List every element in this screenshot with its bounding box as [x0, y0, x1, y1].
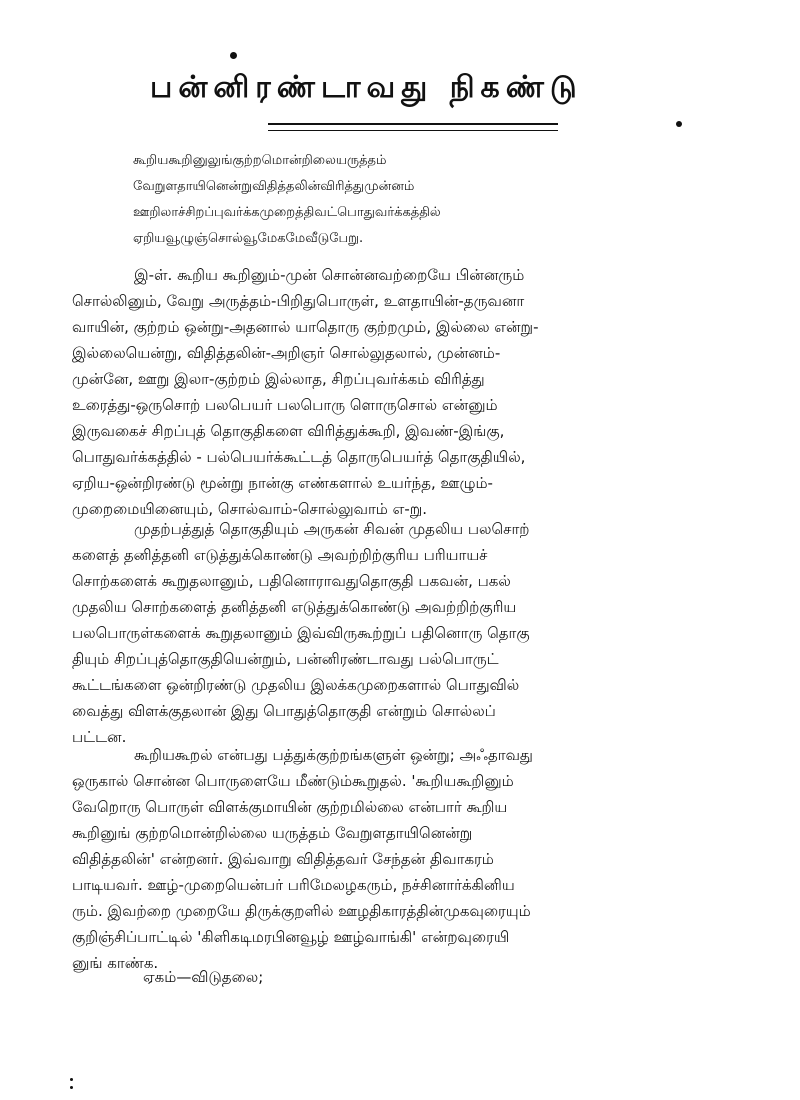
closing-gloss: ஏகம்—விடுதலை;	[143, 968, 264, 986]
explanation-paragraph	[72, 516, 737, 750]
text-line: சொற்களைக் கூறுதலானும், பதினொராவதுதொகுதி பகவன், பகல்	[72, 572, 511, 590]
verse-line: ஏறியவூழுஞ்சொல்வூமேகமேவீடுபேறு.	[133, 231, 364, 246]
text-line: கூட்டங்களை ஒன்றிரண்டு முதலிய இலக்கமுறைகளால் பொதுவில்	[72, 676, 520, 694]
verse-line: கூறியகூறினுலுங்குற்றமொன்றிலையருத்தம்	[133, 153, 387, 168]
ink-speck	[676, 121, 682, 127]
verse-block	[133, 148, 693, 252]
verse-line: ஊறிலாச்சிறப்புவர்க்கமுறைத்திவட்பொதுவர்க்கத்தில்	[133, 205, 441, 220]
text-line: முதலிய சொற்களைத் தனித்தனி எடுத்துக்கொண்டு அவற்றிற்குரிய	[72, 598, 517, 616]
text-line: தியும் சிறப்புத்தொகுதியென்றும், பன்னிரண்டாவது பல்பொருட்	[72, 650, 499, 668]
text-line: கூறினுங் குற்றமொன்றில்லை யருத்தம் வேறுளதாயினென்று	[72, 824, 473, 842]
text-line: குறிஞ்சிப்பாட்டில் 'கிளிகடிமரபினவூழ் ஊழ்வாங்கி' என்றவுரையி	[72, 928, 510, 946]
text-line: வைத்து விளக்குதலான் இது பொதுத்தொகுதி என்றும் சொல்லப்	[72, 702, 496, 720]
ink-speck	[70, 1078, 73, 1081]
text-line: வாயின், குற்றம் ஒன்று-அதனால் யாதொரு குற்றமும், இல்லை என்று-	[72, 318, 539, 336]
text-line: முன்னே, ஊறு இலா-குற்றம் இல்லாத, சிறப்புவர்க்கம் விரித்து	[72, 370, 485, 388]
title-divider-thin	[268, 130, 558, 131]
text-line: உரைத்து-ஒருசொற் பலபெயர் பலபொரு ளொருசொல் என்னும்	[72, 396, 498, 414]
text-line: முறைமையினையும், சொல்வாம்-சொல்லுவாம் எ-று.	[72, 500, 428, 518]
ink-speck	[230, 52, 237, 59]
text-line: களைத் தனித்தனி எடுத்துக்கொண்டு அவற்றிற்குரிய பரியாயச்	[72, 546, 488, 564]
text-line: வேறொரு பொருள் விளக்குமாயின் குற்றமில்லை என்பார் கூறிய	[72, 798, 508, 816]
text-line: பலபொருள்களைக் கூறுதலானும் இவ்விருகூற்றுப் பதினொரு தொகு	[72, 624, 530, 642]
page-title: பன்னிரண்டாவது நிகண்டு	[150, 70, 583, 105]
text-line: ஏறிய-ஒன்றிரண்டு மூன்று நான்கு எண்களால் உயர்ந்த, ஊழும்-	[72, 474, 493, 492]
text-line: னுங் காண்க.	[72, 954, 159, 972]
verse-line: வேறுளதாயினென்றுவிதித்தலின்விரித்துமுன்னம்	[133, 179, 415, 194]
text-line: இ-ள். கூறிய கூறினும்-முன் சொன்னவற்றையே பின்னரும்	[134, 266, 525, 284]
ink-speck	[70, 1086, 73, 1089]
text-line: பொதுவர்க்கத்தில் - பல்பெயர்க்கூட்டத் தொருபெயர்த் தொகுதியில்,	[72, 448, 526, 466]
note-paragraph	[72, 742, 737, 976]
text-line: விதித்தலின்' என்றனர். இவ்வாறு விதித்தவர் சேந்தன் திவாகரம்	[72, 850, 494, 868]
commentary-paragraph	[72, 262, 737, 522]
text-line: இருவகைச் சிறப்புத் தொகுதிகளை விரித்துக்கூறி, இவண்-இங்கு,	[72, 422, 505, 440]
text-line: ரும். இவற்றை முறையே திருக்குறளில் ஊழதிகாரத்தின்முகவுரையும்	[72, 902, 531, 920]
text-line: கூறியகூறல் என்பது பத்துக்குற்றங்களுள் ஒன்று; அஃதாவது	[134, 746, 533, 764]
text-line: இல்லையென்று, விதித்தலின்-அறிஞர் சொல்லுதலால், முன்னம்-	[72, 344, 501, 362]
text-line: ஒருகால் சொன்ன பொருளையே மீண்டும்கூறுதல். 'கூறியகூறினும்	[72, 772, 514, 790]
text-line: பாடியவர். ஊழ்-முறையென்பர் பரிமேலழகரும், நச்சினார்க்கினிய	[72, 876, 515, 894]
text-line: சொல்லினும், வேறு அருத்தம்-பிறிதுபொருள், உளதாயின்-தருவனா	[72, 292, 525, 310]
title-divider	[268, 123, 558, 125]
text-line: முதற்பத்துத் தொகுதியும் அருகன் சிவன் முதலிய பலசொற்	[134, 520, 530, 538]
text-line: பட்டன.	[72, 728, 127, 746]
